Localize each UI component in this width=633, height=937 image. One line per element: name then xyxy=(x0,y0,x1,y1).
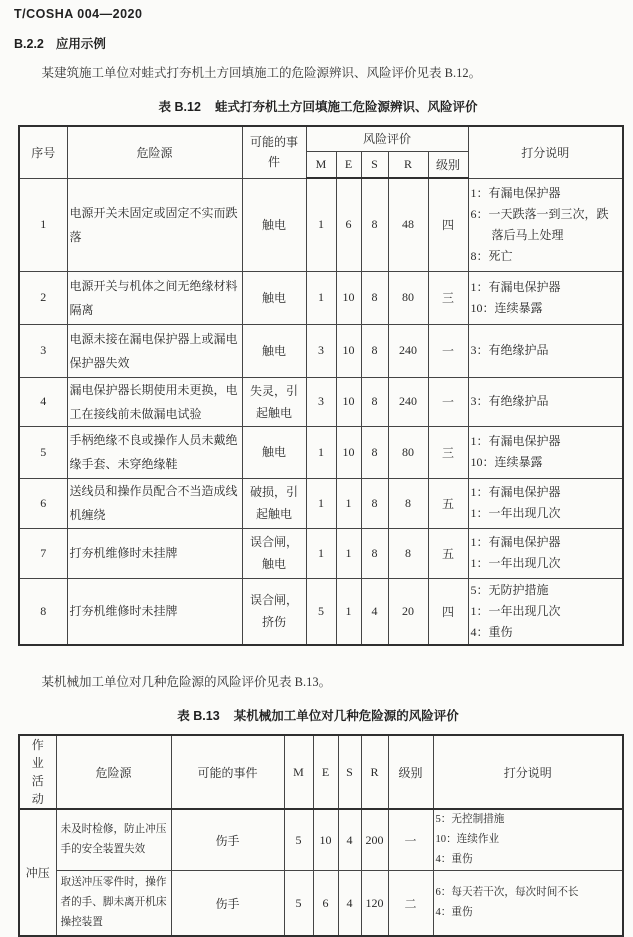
note-line: 10：连续暴露 xyxy=(470,455,543,469)
cell-hazard: 电源开关未固定或固定不实而跌落 xyxy=(67,178,242,271)
cell-r: 80 xyxy=(388,426,428,478)
cell-e: 1 xyxy=(336,578,361,645)
note-line: 6：每天若干次，每次时间不长 xyxy=(435,887,579,898)
cell-seq: 4 xyxy=(19,377,67,426)
cell-seq: 3 xyxy=(19,324,67,377)
note-line: 4：重伤 xyxy=(435,854,473,865)
cell-level: 一 xyxy=(388,809,433,871)
cell-r: 8 xyxy=(388,528,428,578)
cell-level: 二 xyxy=(388,871,433,937)
note-line: 4：重伤 xyxy=(435,907,473,918)
header-r: R xyxy=(388,151,428,178)
cell-hazard: 未及时检修，防止冲压手的安全装置失效 xyxy=(56,809,171,871)
cell-s: 4 xyxy=(338,809,361,871)
cell-m: 5 xyxy=(306,578,336,645)
cell-seq: 7 xyxy=(19,528,67,578)
cell-m: 5 xyxy=(284,809,313,871)
cell-r: 80 xyxy=(388,271,428,324)
cell-level: 一 xyxy=(428,324,468,377)
header-e: E xyxy=(313,735,338,809)
header-row-top xyxy=(19,126,623,151)
table-b12-title xyxy=(14,100,622,115)
cell-r: 200 xyxy=(361,809,388,871)
cell-r: 20 xyxy=(388,578,428,645)
cell-activity: 冲压 xyxy=(19,809,56,936)
note-line: 8：死亡 xyxy=(470,248,513,263)
header-e: E xyxy=(336,151,361,178)
cell-s: 8 xyxy=(361,324,388,377)
table-row xyxy=(19,478,623,528)
header-s: S xyxy=(361,151,388,178)
table-b13-title xyxy=(14,709,622,724)
cell-m: 1 xyxy=(306,528,336,578)
paragraph-intro-b13: 某机械加工单位对几种危险源的风险评价见表 B.13。 xyxy=(41,675,332,689)
header-hazard: 危险源 xyxy=(56,735,171,809)
table-b12 xyxy=(18,125,624,646)
cell-event: 伤手 xyxy=(171,809,284,871)
cell-seq: 5 xyxy=(19,426,67,478)
table-row xyxy=(19,578,623,645)
cell-s: 8 xyxy=(361,377,388,426)
cell-hazard: 送线员和操作员配合不当造成线机缠绕 xyxy=(67,478,242,528)
cell-notes xyxy=(468,528,623,578)
cell-level: 四 xyxy=(428,178,468,271)
cell-event: 触电 xyxy=(242,324,306,377)
cell-event: 触电 xyxy=(242,271,306,324)
cell-hazard: 手柄绝缘不良或操作人员未戴绝缘手套、未穿绝缘鞋 xyxy=(67,426,242,478)
note-line: 1：一年出现几次 xyxy=(470,603,561,618)
note-line: 4：重伤 xyxy=(470,624,513,639)
cell-notes xyxy=(433,871,623,937)
cell-notes xyxy=(468,178,623,271)
note-line: 1：有漏电保护器 xyxy=(470,434,561,448)
cell-r: 240 xyxy=(388,377,428,426)
cell-e: 10 xyxy=(336,426,361,478)
cell-r: 48 xyxy=(388,178,428,271)
cell-m: 5 xyxy=(284,871,313,937)
cell-s: 8 xyxy=(361,271,388,324)
cell-level: 五 xyxy=(428,528,468,578)
cell-s: 8 xyxy=(361,178,388,271)
cell-m: 1 xyxy=(306,478,336,528)
note-line: 3：有绝缘护品 xyxy=(470,343,549,357)
cell-notes xyxy=(468,478,623,528)
table-row xyxy=(19,871,623,937)
table-b12-title-text: 蛙式打夯机土方回填施工危险源辨识、风险评价 xyxy=(214,100,478,114)
cell-hazard: 打夯机维修时未挂牌 xyxy=(67,578,242,645)
note-line: 6：一天跌落一到三次，跌落后马上处理 xyxy=(470,206,609,242)
cell-s: 4 xyxy=(361,578,388,645)
cell-s: 4 xyxy=(338,871,361,937)
cell-event: 失灵，引起触电 xyxy=(242,377,306,426)
note-line: 10：连续暴露 xyxy=(470,300,543,315)
note-line: 1：有漏电保护器 xyxy=(470,535,561,549)
cell-m: 3 xyxy=(306,377,336,426)
doc-number: T/COSHA 004—2020 xyxy=(14,7,143,21)
cell-event: 触电 xyxy=(242,426,306,478)
header-s: S xyxy=(338,735,361,809)
paragraph-intro-b12: 某建筑施工单位对蛙式打夯机土方回填施工的危险源辨识、风险评价见表 B.12。 xyxy=(41,66,482,80)
cell-s: 8 xyxy=(361,426,388,478)
cell-hazard: 漏电保护器长期使用未更换，电工在接线前未做漏电试验 xyxy=(67,377,242,426)
cell-seq: 6 xyxy=(19,478,67,528)
header-seq: 序号 xyxy=(19,126,67,178)
cell-notes xyxy=(468,324,623,377)
cell-seq: 1 xyxy=(19,178,67,271)
table-row xyxy=(19,377,623,426)
cell-m: 1 xyxy=(306,426,336,478)
cell-hazard: 电源开关与机体之间无绝缘材料隔离 xyxy=(67,271,242,324)
note-line: 1：有漏电保护器 xyxy=(470,185,561,200)
cell-e: 10 xyxy=(313,809,338,871)
note-line: 1：一年出现几次 xyxy=(470,556,561,570)
header-event: 可能的事件 xyxy=(242,126,306,178)
cell-hazard: 取送冲压零件时，操作者的手、脚未离开机床操控装置 xyxy=(56,871,171,937)
table-b13-title-text: 某机械加工单位对几种危险源的风险评价 xyxy=(233,709,459,723)
cell-m: 3 xyxy=(306,324,336,377)
cell-level: 三 xyxy=(428,271,468,324)
header-m: M xyxy=(306,151,336,178)
cell-r: 240 xyxy=(388,324,428,377)
cell-e: 10 xyxy=(336,377,361,426)
cell-event: 触电 xyxy=(242,178,306,271)
cell-notes xyxy=(468,271,623,324)
cell-notes xyxy=(468,377,623,426)
cell-e: 6 xyxy=(336,178,361,271)
header-m: M xyxy=(284,735,313,809)
table-row xyxy=(19,809,623,871)
header-event: 可能的事件 xyxy=(171,735,284,809)
header-level: 级别 xyxy=(388,735,433,809)
cell-m: 1 xyxy=(306,271,336,324)
table-row xyxy=(19,426,623,478)
cell-seq: 2 xyxy=(19,271,67,324)
note-line: 5：无控制措施 xyxy=(435,814,505,825)
cell-e: 1 xyxy=(336,478,361,528)
note-line: 5：无防护措施 xyxy=(470,582,549,597)
section-number: B.2.2 xyxy=(14,37,44,51)
cell-notes xyxy=(433,809,623,871)
cell-event: 误合闸，挤伤 xyxy=(242,578,306,645)
table-b12-title-label: 表 B.12 xyxy=(158,100,201,114)
cell-event: 误合闸，触电 xyxy=(242,528,306,578)
cell-level: 一 xyxy=(428,377,468,426)
cell-notes xyxy=(468,578,623,645)
section-heading xyxy=(14,36,622,53)
header-level: 级别 xyxy=(428,151,468,178)
cell-hazard: 电源未接在漏电保护器上或漏电保护器失效 xyxy=(67,324,242,377)
cell-m: 1 xyxy=(306,178,336,271)
cell-r: 8 xyxy=(388,478,428,528)
cell-e: 6 xyxy=(313,871,338,937)
table-row xyxy=(19,324,623,377)
cell-seq: 8 xyxy=(19,578,67,645)
cell-e: 10 xyxy=(336,271,361,324)
table-b13-title-label: 表 B.13 xyxy=(177,709,220,723)
note-line: 1：一年出现几次 xyxy=(470,506,561,520)
cell-level: 三 xyxy=(428,426,468,478)
header-activity: 作业活动 xyxy=(19,735,56,809)
header-notes: 打分说明 xyxy=(433,735,623,809)
note-line: 3：有绝缘护品 xyxy=(470,394,549,408)
cell-event: 伤手 xyxy=(171,871,284,937)
table-row xyxy=(19,271,623,324)
note-line: 10：连续作业 xyxy=(435,834,500,845)
header-notes: 打分说明 xyxy=(468,126,623,178)
table-row xyxy=(19,178,623,271)
header-r: R xyxy=(361,735,388,809)
cell-e: 10 xyxy=(336,324,361,377)
cell-s: 8 xyxy=(361,478,388,528)
cell-e: 1 xyxy=(336,528,361,578)
note-line: 1：有漏电保护器 xyxy=(470,485,561,499)
table-b13 xyxy=(18,734,624,937)
header-hazard: 危险源 xyxy=(67,126,242,178)
cell-event: 破损，引起触电 xyxy=(242,478,306,528)
table-row xyxy=(19,528,623,578)
note-line: 1：有漏电保护器 xyxy=(470,279,561,294)
cell-level: 四 xyxy=(428,578,468,645)
cell-r: 120 xyxy=(361,871,388,937)
section-title: 应用示例 xyxy=(55,37,106,51)
cell-hazard: 打夯机维修时未挂牌 xyxy=(67,528,242,578)
header-risk-group: 风险评价 xyxy=(306,126,468,151)
cell-s: 8 xyxy=(361,528,388,578)
cell-notes xyxy=(468,426,623,478)
cell-level: 五 xyxy=(428,478,468,528)
header-row xyxy=(19,735,623,809)
